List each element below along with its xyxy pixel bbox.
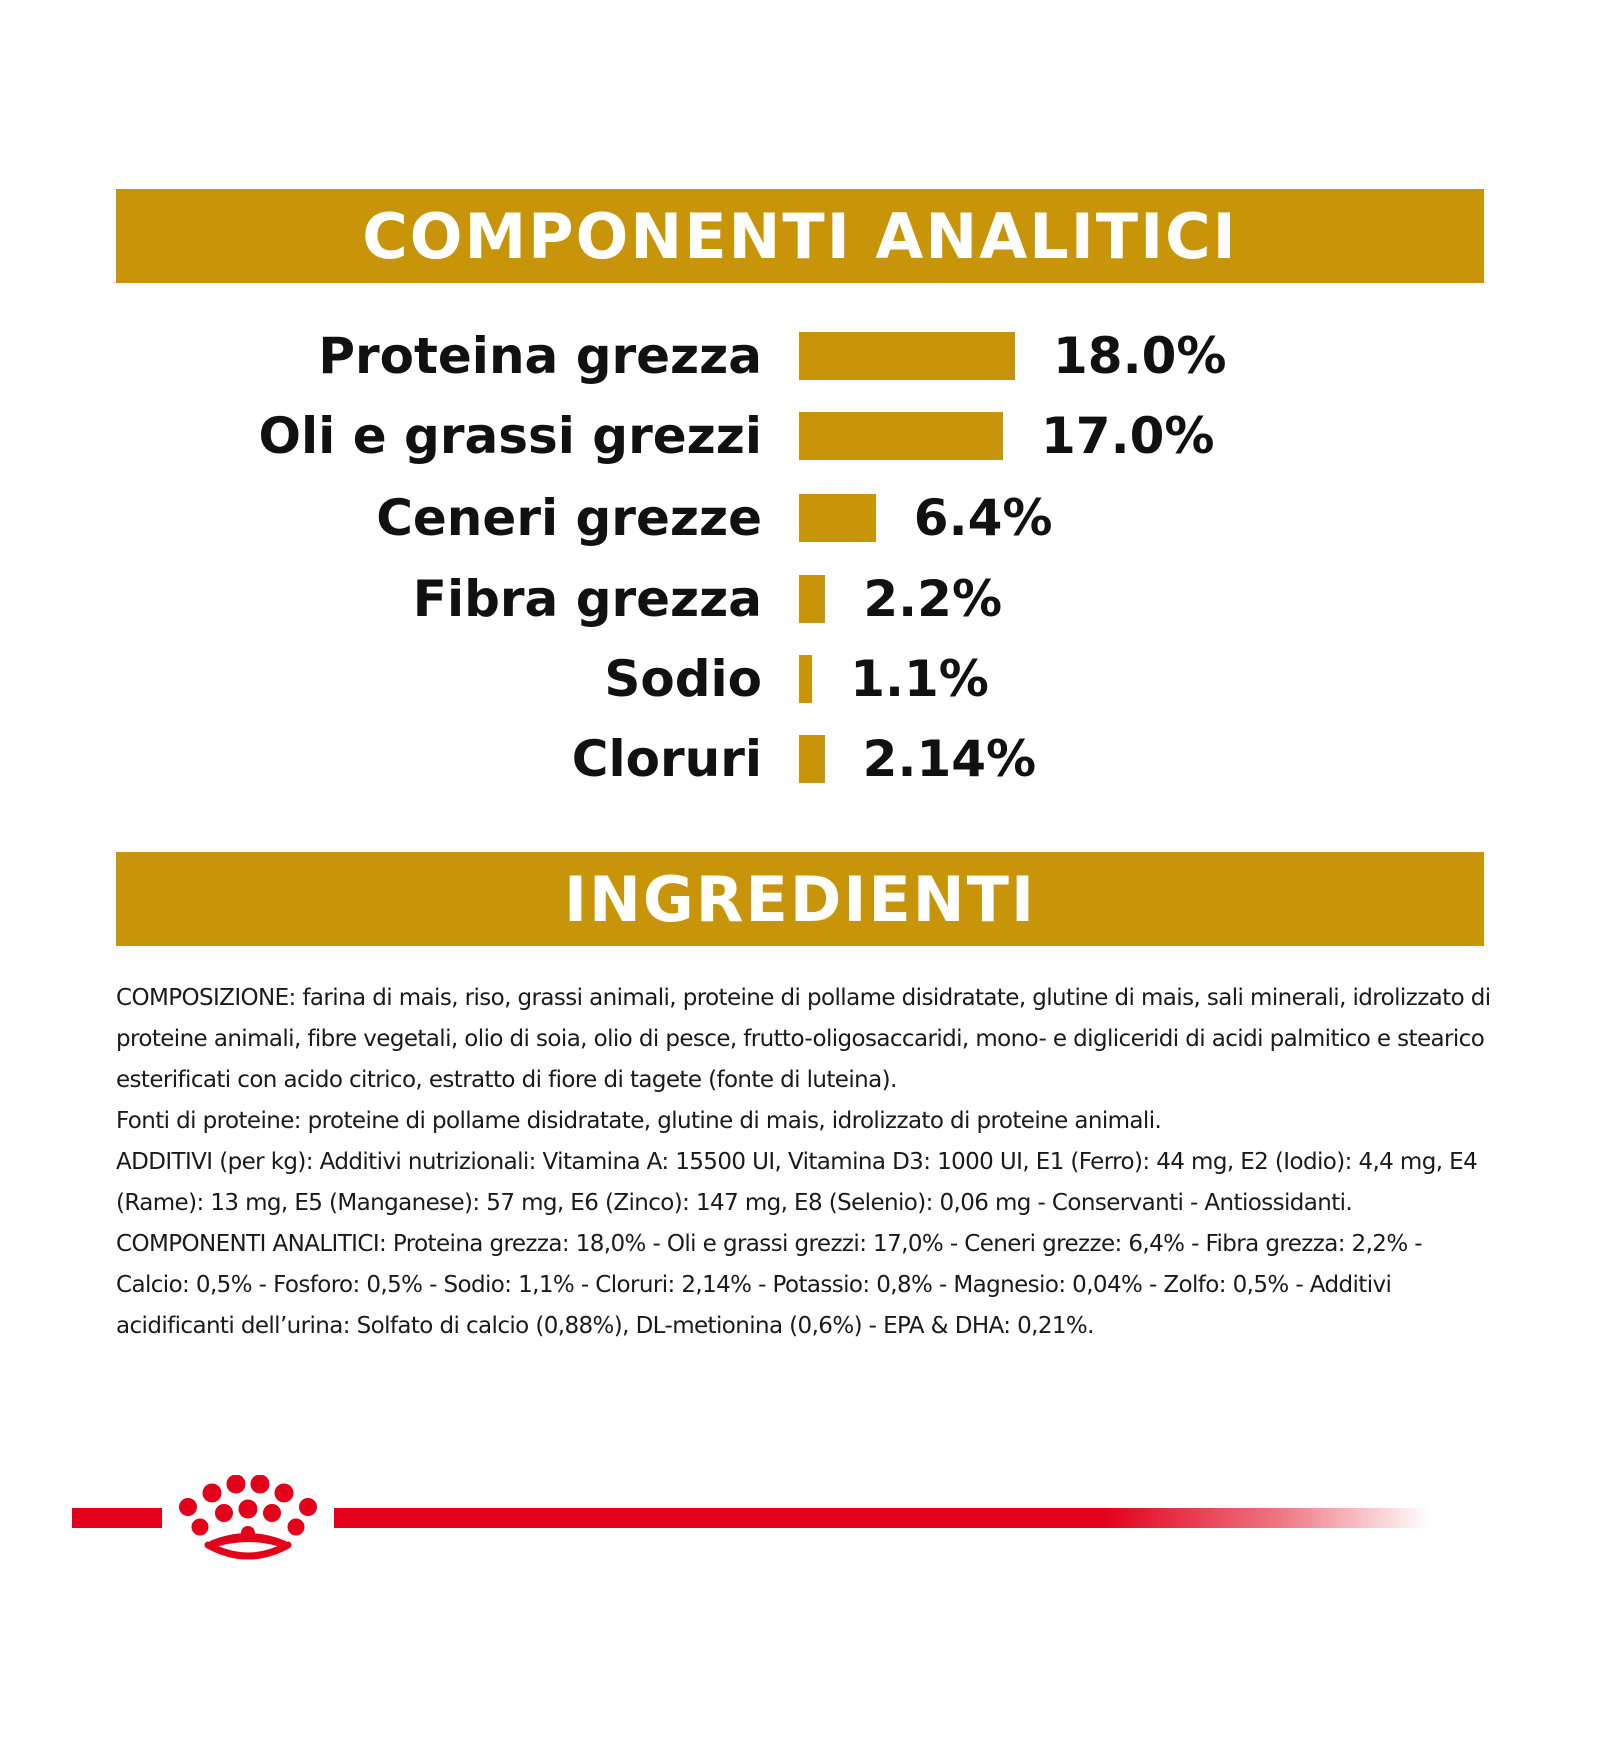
nutrient-row — [0, 406, 1600, 466]
nutrient-value: 6.4% — [913, 489, 1053, 547]
ingredients-text — [116, 978, 1491, 1347]
nutrient-label: Sodio — [604, 650, 762, 708]
additives-paragraph: ADDITIVI (per kg): Additivi nutrizionali: Vitamina A: 15500 UI, Vitamina D3: 1000 UI, E1 (Ferro): 44 mg, E2 (Iodio): 4,4 mg, E4 (Rame): 13 mg, E5 (Manganese): 57 mg, E6 (Zinco): 147 mg, E8 (Selenio): 0,06 mg - Conservanti - Antiossidanti. — [116, 1149, 1478, 1216]
analytic-components-paragraph: COMPONENTI ANALITICI: Proteina grezza: 18,0% - Oli e grassi grezzi: 17,0% - Ceneri grezze: 6,4% - Fibra grezza: 2,2% - Calcio: 0,5% - Fosforo: 0,5% - Sodio: 1,1% - Cloruri: 2,14% - Potassio: 0,8% - Magnesio: 0,04% - Zolfo: 0,5% - Additivi acidificanti dell’urina: Solfato di calcio (0,88%), DL-metionina (0,6%) - EPA & DHA: 0,21%. — [116, 1231, 1423, 1339]
nutrient-row — [0, 569, 1600, 629]
nutrient-bar — [799, 494, 876, 542]
nutrient-row — [0, 488, 1600, 548]
brand-line-right — [334, 1508, 1430, 1528]
analytics-banner — [116, 189, 1484, 283]
nutrient-row — [0, 326, 1600, 386]
nutrient-value: 2.14% — [862, 730, 1037, 788]
nutrient-label: Oli e grassi grezzi — [258, 407, 762, 465]
nutrient-label: Ceneri grezze — [376, 489, 762, 547]
composition-paragraph: COMPOSIZIONE: farina di mais, riso, grassi animali, proteine di pollame disidratate, glutine di mais, sali minerali, idrolizzato di proteine animali, fibre vegetali, olio di soia, olio di pesce, frutto-oligosaccaridi, mono- e digliceridi di acidi palmitico e stearico esterificati con acido citrico, estratto di fiore di tagete (fonte di luteina). — [116, 985, 1491, 1093]
nutrient-label: Proteina grezza — [318, 327, 762, 385]
nutrient-row — [0, 649, 1600, 709]
crown-icon — [170, 1475, 326, 1565]
nutrient-bar — [799, 735, 825, 783]
nutrient-row — [0, 729, 1600, 789]
nutrient-value: 1.1% — [850, 650, 989, 708]
ingredients-banner — [116, 852, 1484, 946]
nutrient-bar — [799, 412, 1003, 460]
ingredients-title: INGREDIENTI — [563, 862, 1037, 936]
nutrient-label: Cloruri — [571, 730, 762, 788]
analytics-title: COMPONENTI ANALITICI — [362, 199, 1238, 273]
nutrient-label: Fibra grezza — [412, 570, 762, 628]
nutrient-value: 18.0% — [1053, 327, 1227, 385]
nutrient-value: 2.2% — [863, 570, 1003, 628]
protein-sources-paragraph: Fonti di proteine: proteine di pollame disidratate, glutine di mais, idrolizzato di proteine animali. — [116, 1108, 1162, 1134]
brand-line-left — [72, 1508, 162, 1528]
nutrient-bar — [799, 655, 812, 703]
nutrient-bar — [799, 575, 825, 623]
nutrient-value: 17.0% — [1041, 407, 1215, 465]
nutrient-bar — [799, 332, 1015, 380]
